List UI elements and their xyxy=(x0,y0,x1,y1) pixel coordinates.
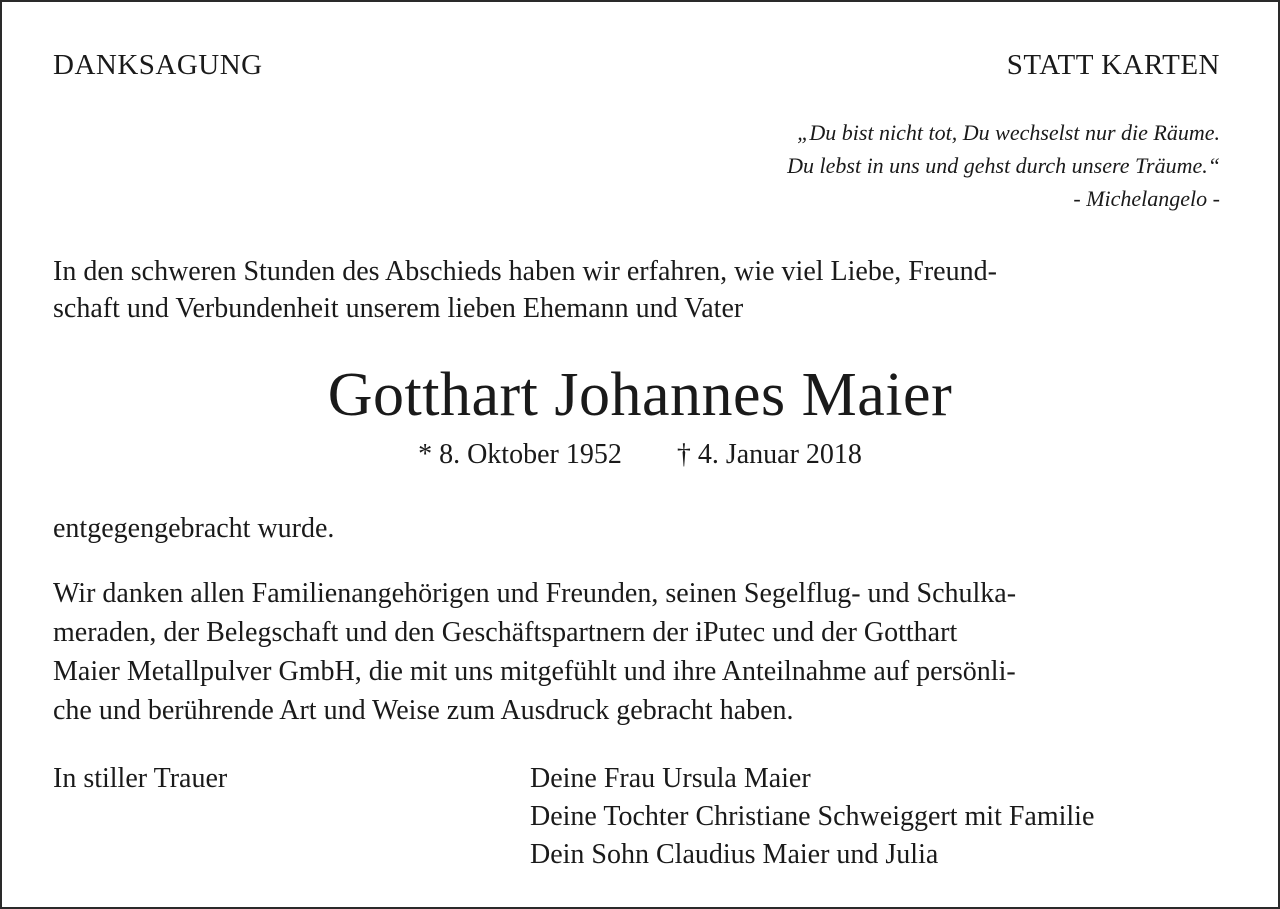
thanks-line: Wir danken allen Familienangehörigen und Freunden, seinen Segelflug- und Schulka- xyxy=(53,578,1017,609)
header-danksagung: DANKSAGUNG xyxy=(53,49,263,81)
death-date: † 4. Januar 2018 xyxy=(676,439,862,470)
thanks-line: Maier Metallpulver GmbH, die mit uns mitgefühlt und ihre Anteilnahme auf persönli- xyxy=(53,656,1016,687)
quote-line: „Du bist nicht tot, Du wechselst nur die Räume. xyxy=(797,120,1220,145)
quote-author: - Michelangelo - xyxy=(1073,186,1220,211)
quote-block xyxy=(787,116,1220,215)
quote-line: Du lebst in uns und gehst durch unsere Träume.“ xyxy=(787,153,1220,178)
birth-date: * 8. Oktober 1952 xyxy=(418,439,622,470)
intro-line: In den schweren Stunden des Abschieds haben wir erfahren, wie viel Liebe, Freund- xyxy=(53,256,997,287)
mourner-entry: Deine Tochter Christiane Schweiggert mit Familie xyxy=(530,801,1095,832)
mourner-entry: Dein Sohn Claudius Maier und Julia xyxy=(530,839,939,870)
intro-paragraph xyxy=(53,253,997,327)
deceased-name: Gotthart Johannes Maier xyxy=(327,361,953,429)
life-dates xyxy=(0,437,1280,473)
received-line: entgegengebracht wurde. xyxy=(53,513,335,544)
thanks-paragraph xyxy=(53,574,1016,730)
thanks-line: meraden, der Belegschaft und den Geschäftspartnern der iPutec und der Gotthart xyxy=(53,617,958,648)
header-statt-karten: STATT KARTEN xyxy=(1006,49,1220,81)
mourner-entry: Deine Frau Ursula Maier xyxy=(530,763,811,794)
thanks-line: che und berührende Art und Weise zum Ausdruck gebracht haben. xyxy=(53,695,794,726)
intro-line: schaft und Verbundenheit unserem lieben Ehemann und Vater xyxy=(53,293,744,324)
closing-phrase: In stiller Trauer xyxy=(53,763,228,794)
mourners-list xyxy=(530,760,1094,874)
